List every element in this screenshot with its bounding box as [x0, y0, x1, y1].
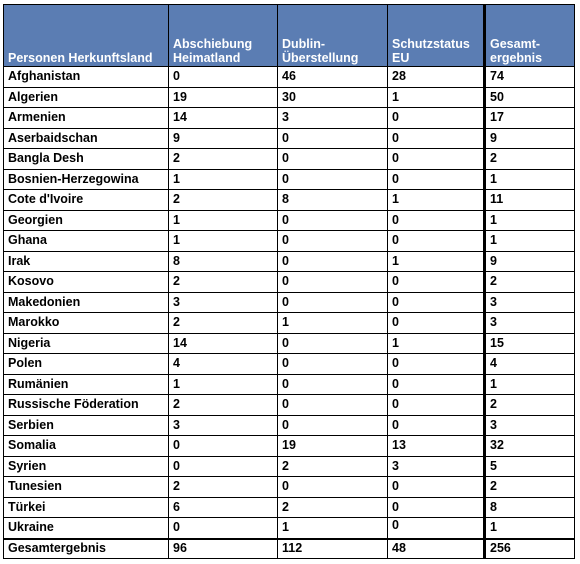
cell-gesamt: 9	[485, 251, 575, 272]
cell-dublin: 46	[278, 67, 388, 88]
cell-gesamt: 32	[485, 436, 575, 457]
cell-gesamt: 1	[485, 374, 575, 395]
cell-dublin: 0	[278, 149, 388, 170]
cell-schutzstatus: 1	[388, 251, 485, 272]
cell-dublin: 1	[278, 313, 388, 334]
cell-gesamt: 2	[485, 149, 575, 170]
header-row	[4, 5, 575, 67]
table-row	[4, 518, 575, 539]
cell-schutzstatus: 0	[388, 395, 485, 416]
cell-schutzstatus: 0	[388, 169, 485, 190]
cell-gesamt: 50	[485, 87, 575, 108]
cell-country: Algerien	[4, 87, 169, 108]
total-abschiebung: 96	[169, 539, 278, 559]
cell-abschiebung: 2	[169, 149, 278, 170]
total-schutzstatus: 48	[388, 539, 485, 559]
table-row	[4, 333, 575, 354]
cell-gesamt: 1	[485, 169, 575, 190]
cell-abschiebung: 14	[169, 108, 278, 129]
cell-country: Bosnien-Herzegowina	[4, 169, 169, 190]
cell-abschiebung: 4	[169, 354, 278, 375]
table-row	[4, 251, 575, 272]
total-gesamt: 256	[485, 539, 575, 559]
cell-dublin: 3	[278, 108, 388, 129]
cell-country: Kosovo	[4, 272, 169, 293]
table-row	[4, 210, 575, 231]
table-row	[4, 313, 575, 334]
cell-gesamt: 2	[485, 395, 575, 416]
total-dublin: 112	[278, 539, 388, 559]
header-gesamt: Gesamt-ergebnis	[485, 5, 575, 67]
cell-schutzstatus: 3	[388, 456, 485, 477]
cell-country: Syrien	[4, 456, 169, 477]
cell-gesamt: 8	[485, 497, 575, 518]
cell-schutzstatus: 0	[388, 272, 485, 293]
table-row	[4, 272, 575, 293]
asylum-statistics-table	[3, 4, 575, 559]
cell-dublin: 0	[278, 169, 388, 190]
cell-schutzstatus: 0	[388, 477, 485, 498]
cell-country: Rumänien	[4, 374, 169, 395]
cell-abschiebung: 3	[169, 292, 278, 313]
header-abschiebung: Abschiebung Heimatland	[169, 5, 278, 67]
cell-schutzstatus: 0	[388, 128, 485, 149]
cell-gesamt: 1	[485, 210, 575, 231]
header-dublin: Dublin-Überstellung	[278, 5, 388, 67]
cell-schutzstatus: 0	[388, 354, 485, 375]
cell-dublin: 0	[278, 210, 388, 231]
table-body	[4, 67, 575, 559]
cell-schutzstatus: 0	[388, 313, 485, 334]
cell-schutzstatus: 1	[388, 190, 485, 211]
cell-schutzstatus: 0	[388, 497, 485, 518]
cell-abschiebung: 0	[169, 436, 278, 457]
cell-dublin: 0	[278, 292, 388, 313]
cell-country: Cote d'Ivoire	[4, 190, 169, 211]
cell-country: Marokko	[4, 313, 169, 334]
cell-dublin: 0	[278, 354, 388, 375]
cell-gesamt: 15	[485, 333, 575, 354]
cell-country: Somalia	[4, 436, 169, 457]
cell-country: Georgien	[4, 210, 169, 231]
cell-schutzstatus: 0	[388, 518, 485, 539]
cell-dublin: 1	[278, 518, 388, 539]
cell-abschiebung: 14	[169, 333, 278, 354]
table-row	[4, 292, 575, 313]
header-country: Personen Herkunftsland	[4, 5, 169, 67]
cell-abschiebung: 1	[169, 374, 278, 395]
table-row	[4, 67, 575, 88]
table-row	[4, 436, 575, 457]
cell-gesamt: 5	[485, 456, 575, 477]
table-row	[4, 477, 575, 498]
cell-gesamt: 3	[485, 313, 575, 334]
cell-abschiebung: 0	[169, 456, 278, 477]
cell-abschiebung: 2	[169, 272, 278, 293]
cell-gesamt: 3	[485, 292, 575, 313]
cell-dublin: 0	[278, 251, 388, 272]
cell-abschiebung: 19	[169, 87, 278, 108]
cell-country: Aserbaidschan	[4, 128, 169, 149]
cell-country: Serbien	[4, 415, 169, 436]
cell-schutzstatus: 0	[388, 149, 485, 170]
cell-country: Afghanistan	[4, 67, 169, 88]
cell-country: Nigeria	[4, 333, 169, 354]
cell-schutzstatus: 0	[388, 231, 485, 252]
cell-schutzstatus: 0	[388, 292, 485, 313]
cell-abschiebung: 8	[169, 251, 278, 272]
cell-country: Irak	[4, 251, 169, 272]
cell-dublin: 19	[278, 436, 388, 457]
table-row	[4, 190, 575, 211]
cell-schutzstatus: 0	[388, 415, 485, 436]
cell-gesamt: 2	[485, 272, 575, 293]
cell-abschiebung: 2	[169, 190, 278, 211]
table-row	[4, 374, 575, 395]
cell-schutzstatus: 0	[388, 210, 485, 231]
cell-abschiebung: 0	[169, 518, 278, 539]
table-row	[4, 395, 575, 416]
table-row	[4, 354, 575, 375]
cell-country: Polen	[4, 354, 169, 375]
cell-country: Russische Föderation	[4, 395, 169, 416]
table-row	[4, 231, 575, 252]
cell-abschiebung: 2	[169, 313, 278, 334]
header-schutzstatus: Schutzstatus EU	[388, 5, 485, 67]
cell-abschiebung: 1	[169, 210, 278, 231]
cell-dublin: 0	[278, 374, 388, 395]
cell-abschiebung: 1	[169, 231, 278, 252]
cell-gesamt: 1	[485, 231, 575, 252]
cell-schutzstatus: 1	[388, 87, 485, 108]
cell-gesamt: 4	[485, 354, 575, 375]
cell-gesamt: 1	[485, 518, 575, 539]
cell-schutzstatus: 13	[388, 436, 485, 457]
table-header	[4, 5, 575, 67]
cell-country: Bangla Desh	[4, 149, 169, 170]
cell-abschiebung: 3	[169, 415, 278, 436]
cell-schutzstatus: 0	[388, 374, 485, 395]
cell-dublin: 30	[278, 87, 388, 108]
cell-dublin: 0	[278, 477, 388, 498]
cell-gesamt: 3	[485, 415, 575, 436]
total-row	[4, 539, 575, 559]
cell-country: Ukraine	[4, 518, 169, 539]
cell-schutzstatus: 28	[388, 67, 485, 88]
cell-dublin: 0	[278, 128, 388, 149]
total-label: Gesamtergebnis	[4, 539, 169, 559]
cell-country: Tunesien	[4, 477, 169, 498]
table-row	[4, 87, 575, 108]
cell-dublin: 0	[278, 415, 388, 436]
cell-abschiebung: 9	[169, 128, 278, 149]
table-row	[4, 128, 575, 149]
cell-abschiebung: 2	[169, 395, 278, 416]
cell-schutzstatus: 1	[388, 333, 485, 354]
cell-abschiebung: 6	[169, 497, 278, 518]
cell-country: Armenien	[4, 108, 169, 129]
cell-abschiebung: 1	[169, 169, 278, 190]
table-row	[4, 497, 575, 518]
cell-schutzstatus: 0	[388, 108, 485, 129]
table-row	[4, 415, 575, 436]
cell-country: Ghana	[4, 231, 169, 252]
cell-gesamt: 2	[485, 477, 575, 498]
data-table-container	[3, 4, 575, 559]
cell-country: Türkei	[4, 497, 169, 518]
table-row	[4, 456, 575, 477]
cell-country: Makedonien	[4, 292, 169, 313]
cell-dublin: 2	[278, 497, 388, 518]
cell-dublin: 8	[278, 190, 388, 211]
cell-abschiebung: 0	[169, 67, 278, 88]
cell-gesamt: 11	[485, 190, 575, 211]
cell-dublin: 2	[278, 456, 388, 477]
cell-dublin: 0	[278, 395, 388, 416]
cell-abschiebung: 2	[169, 477, 278, 498]
table-row	[4, 108, 575, 129]
cell-gesamt: 9	[485, 128, 575, 149]
cell-gesamt: 17	[485, 108, 575, 129]
cell-dublin: 0	[278, 333, 388, 354]
cell-dublin: 0	[278, 272, 388, 293]
table-row	[4, 149, 575, 170]
table-row	[4, 169, 575, 190]
cell-gesamt: 74	[485, 67, 575, 88]
cell-dublin: 0	[278, 231, 388, 252]
